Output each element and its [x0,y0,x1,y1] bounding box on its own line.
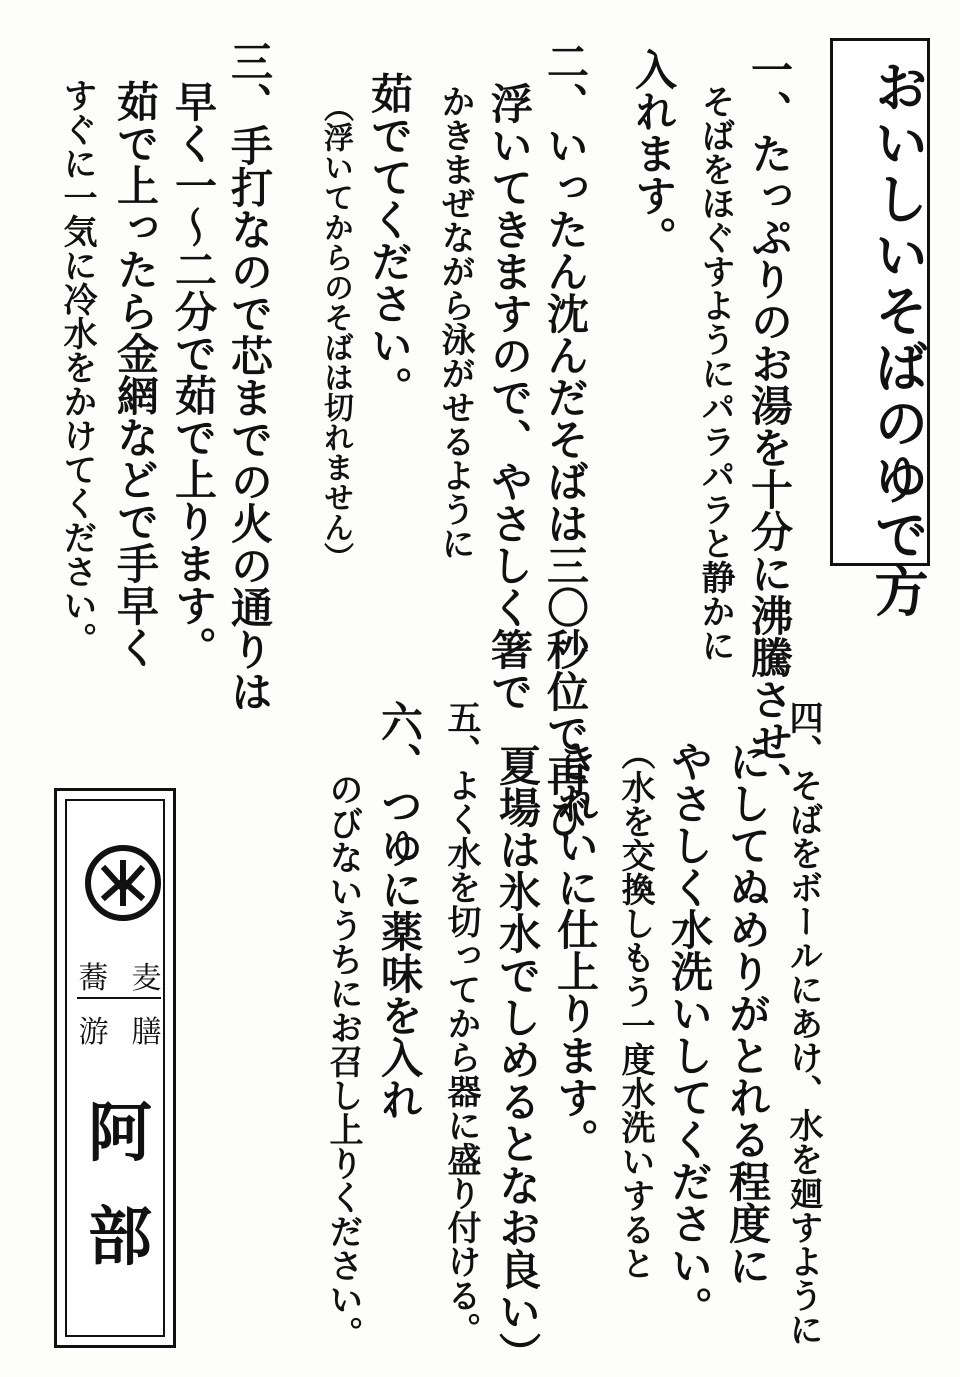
step4-line4: （水を交換しもう一度水洗いすると [615,736,655,1280]
step1-line3: 入れます。 [629,48,678,258]
step3-line1: 三、手打なので芯までの火の通りは [225,40,274,712]
family-crest-icon [85,845,161,921]
sign-name-be: 部 [88,1200,152,1275]
step2-line3: かきまぜながら泳がせるように [435,84,475,560]
step3-line3: 茹で上ったら金網などで手早く [111,80,160,668]
step4-line1: 四、そばをボールにあけ、水を廻すように [783,700,823,1346]
step3-line2: 早く一〜二分で茹で上ります。 [169,80,218,668]
step5-line1: 夏場は氷水でしめるとなお良い） [493,744,542,1374]
sign-row-top [67,953,173,997]
title-box [830,38,930,619]
step1-line2: そばをほぐすようにパラパラと静かに [695,84,735,662]
step5-line2: 五、よく水を切ってから器に盛り付ける。 [441,700,481,1346]
step6-line2: のびないうちにお召し上りください。 [323,772,363,1350]
sign-char-soba2: 麦 [131,961,162,996]
sign-name-a: 阿 [88,1096,152,1171]
step4-line2: にしてぬめりがとれる程度に [723,740,772,1286]
step2-line5: （浮いてからのそばは切れません） [318,92,353,572]
step1-line1: 一、たっぷりのお湯を十分に沸騰させ、 [745,48,794,804]
step4-line5: きれいに仕上ります。 [551,740,600,1160]
sign-char-soba1: 蕎 [78,961,109,996]
sign-row-bottom [67,1007,173,1051]
step2-line4: 茹でてください。 [365,72,414,408]
sign-char-yu: 游 [78,1015,109,1050]
page-title: おいしいそばのゆで方 [866,59,929,619]
step6-line1: 六、つゆに薬味を入れ [375,700,424,1120]
shop-sign [54,788,176,1348]
step2-line1: 二、いったん沈んだそばは三〇秒位で再び [541,40,590,838]
step3-line4: すぐに一気に冷水をかけてください。 [57,78,97,656]
step4-line3: やさしく水洗いしてください。 [665,740,714,1328]
sign-char-zen: 膳 [131,1015,162,1050]
sign-divider [77,997,161,999]
shop-sign-frame [65,799,165,1337]
step2-line2: 浮いてきますので、やさしく箸で [485,82,534,712]
